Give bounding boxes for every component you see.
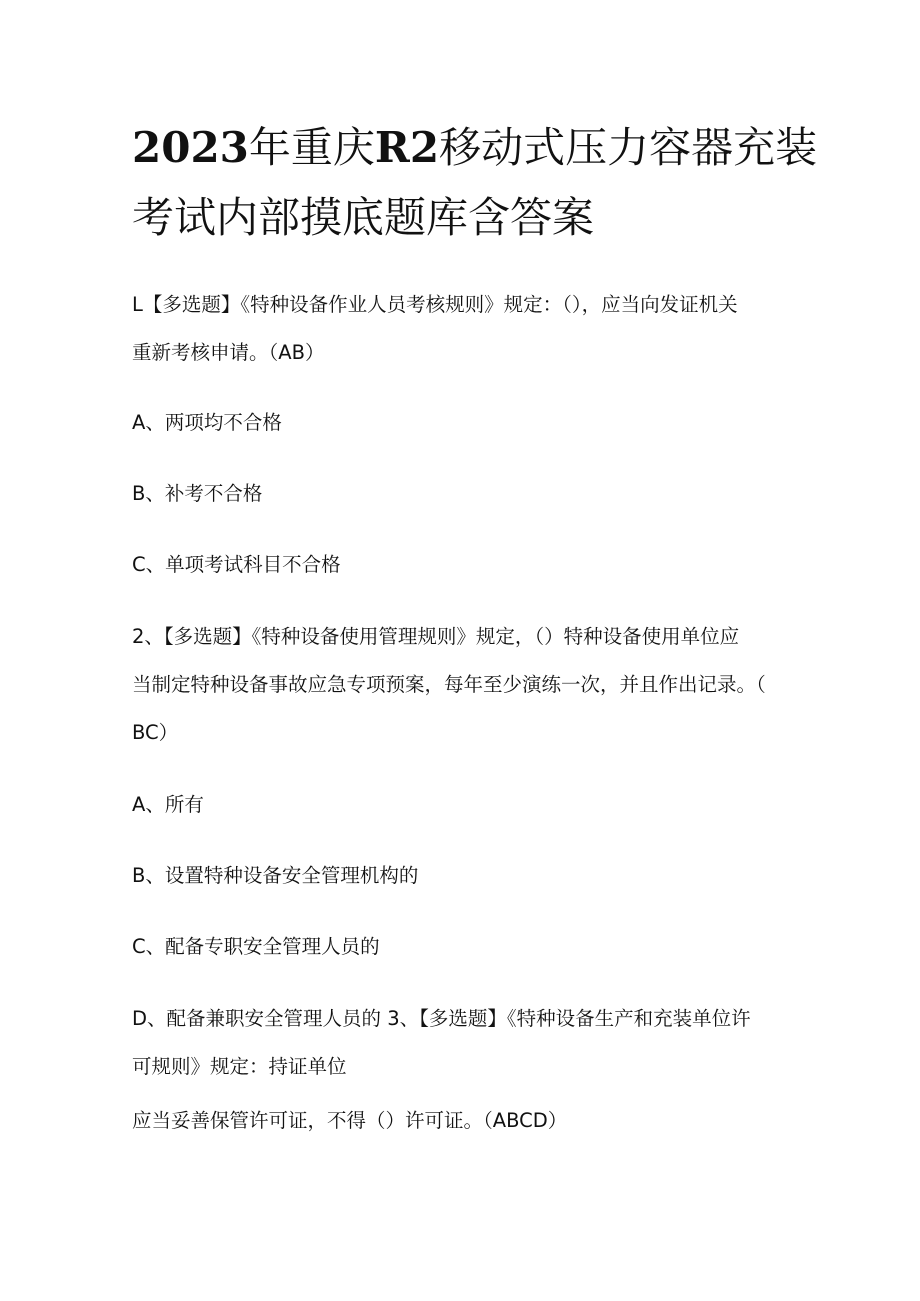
- question-2-option-b: B、设置特种设备安全管理机构的: [132, 864, 419, 887]
- question-1-option-b: B、补考不合格: [132, 482, 263, 505]
- question-2-option-a: A、所有: [132, 793, 204, 816]
- question-1-option-a: A、两项均不合格: [132, 411, 282, 434]
- title-year: 2023: [132, 123, 249, 172]
- question-1-text-line-1: L【多选题】《特种设备作业人员考核规则》规定：（），应当向发证机关: [132, 293, 738, 316]
- question-2-text-line-1: 2、【多选题】《特种设备使用管理规则》规定，（）特种设备使用单位应: [132, 625, 740, 648]
- document-title-line-2: 考试内部摸底题库含答案: [132, 193, 595, 242]
- question-3-text-line-2: 可规则》规定：持证单位: [132, 1055, 347, 1078]
- question-1-option-c: C、单项考试科目不合格: [132, 553, 341, 576]
- question-1-text-line-2: 重新考核申请。（AB）: [132, 341, 325, 364]
- question-3-text-line-3: 应当妥善保管许可证，不得（）许可证。（ABCD）: [132, 1109, 568, 1132]
- document-title-line-1: [132, 122, 818, 174]
- title-text-2: 移动式压力容器充装: [439, 123, 818, 172]
- question-2-option-c: C、配备专职安全管理人员的: [132, 935, 380, 958]
- title-code: R2: [374, 123, 440, 172]
- question-2-text-line-2: 当制定特种设备事故应急专项预案，每年至少演练一次，并且作出记录。（: [132, 673, 766, 696]
- question-2-text-line-3: BC）: [132, 721, 179, 744]
- question-2-option-d-and-question-3-line-1: D、配备兼职安全管理人员的 3、【多选题】《特种设备生产和充装单位许: [132, 1007, 751, 1030]
- title-text-1: 年重庆: [248, 123, 375, 172]
